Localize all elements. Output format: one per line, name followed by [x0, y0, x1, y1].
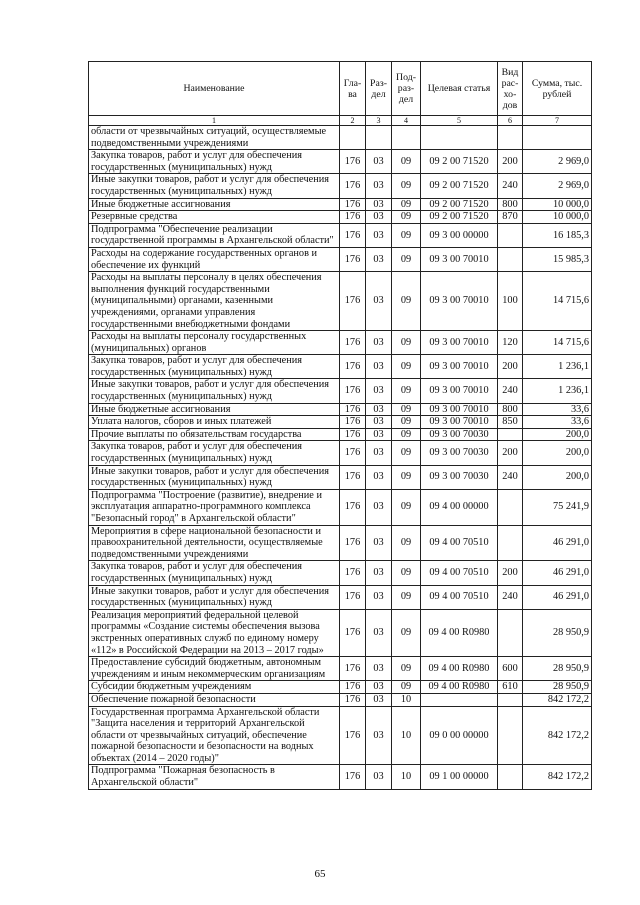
column-number: 2	[340, 116, 366, 126]
cell-vid	[498, 609, 523, 656]
cell-target: 09 3 00 00000	[421, 223, 498, 247]
cell-razdel: 03	[366, 585, 392, 609]
cell-sum: 28 950,9	[523, 609, 592, 656]
cell-podrazdel: 09	[392, 585, 421, 609]
cell-podrazdel: 09	[392, 525, 421, 561]
cell-name: Иные бюджетные ассигнования	[89, 198, 340, 211]
cell-target: 09 3 00 70010	[421, 355, 498, 379]
cell-razdel: 03	[366, 693, 392, 706]
cell-glava	[340, 126, 366, 150]
cell-vid	[498, 693, 523, 706]
table-row	[89, 585, 592, 609]
cell-razdel: 03	[366, 272, 392, 331]
table-row	[89, 126, 592, 150]
cell-target	[421, 126, 498, 150]
cell-razdel: 03	[366, 247, 392, 271]
cell-sum: 2 969,0	[523, 150, 592, 174]
cell-target: 09 4 00 70510	[421, 585, 498, 609]
cell-name: Иные закупки товаров, работ и услуг для обеспечения государственных (муниципальных) нужд	[89, 465, 340, 489]
cell-vid	[498, 765, 523, 789]
header-podrazdel: Под-раз-дел	[392, 62, 421, 116]
cell-vid: 240	[498, 585, 523, 609]
cell-vid	[498, 706, 523, 765]
table-row	[89, 428, 592, 441]
cell-vid: 120	[498, 331, 523, 355]
cell-glava: 176	[340, 223, 366, 247]
cell-glava: 176	[340, 403, 366, 416]
cell-name: Реализация мероприятий федеральной целевой программы «Создание системы обеспечения вызова экстренных оперативных служб по единому номеру «112» в Российской Федерации на 2013 – 2017 годы»	[89, 609, 340, 656]
cell-sum: 14 715,6	[523, 272, 592, 331]
header-sum: Сумма, тыс. рублей	[523, 62, 592, 116]
cell-razdel: 03	[366, 331, 392, 355]
cell-podrazdel: 09	[392, 174, 421, 198]
cell-razdel: 03	[366, 525, 392, 561]
cell-vid: 800	[498, 403, 523, 416]
cell-name: Прочие выплаты по обязательствам государства	[89, 428, 340, 441]
cell-glava: 176	[340, 693, 366, 706]
table-row	[89, 441, 592, 465]
cell-sum: 842 172,2	[523, 706, 592, 765]
cell-name: Обеспечение пожарной безопасности	[89, 693, 340, 706]
cell-target: 09 3 00 70010	[421, 272, 498, 331]
cell-sum: 2 969,0	[523, 174, 592, 198]
header-row	[89, 62, 592, 116]
cell-target: 09 3 00 70030	[421, 465, 498, 489]
cell-glava: 176	[340, 585, 366, 609]
cell-vid: 240	[498, 465, 523, 489]
cell-sum: 46 291,0	[523, 525, 592, 561]
cell-glava: 176	[340, 489, 366, 525]
cell-glava: 176	[340, 174, 366, 198]
table-row	[89, 681, 592, 694]
cell-target: 09 4 00 R0980	[421, 609, 498, 656]
cell-name: Расходы на выплаты персоналу государственных (муниципальных) органов	[89, 331, 340, 355]
cell-name: Резервные средства	[89, 211, 340, 224]
cell-name: Государственная программа Архангельской области "Защита населения и территорий Архангельской области от чрезвычайных ситуаций, обеспечение пожарной безопасности и безопасности на водных объектах (2014 – 2020 годы)"	[89, 706, 340, 765]
cell-target: 09 2 00 71520	[421, 198, 498, 211]
cell-sum: 1 236,1	[523, 379, 592, 403]
cell-name: Уплата налогов, сборов и иных платежей	[89, 416, 340, 429]
cell-podrazdel: 09	[392, 150, 421, 174]
cell-razdel: 03	[366, 355, 392, 379]
cell-vid: 850	[498, 416, 523, 429]
table-row	[89, 331, 592, 355]
cell-vid: 100	[498, 272, 523, 331]
table-row	[89, 706, 592, 765]
cell-glava: 176	[340, 416, 366, 429]
column-number-row	[89, 116, 592, 126]
column-number: 5	[421, 116, 498, 126]
cell-target: 09 4 00 70510	[421, 561, 498, 585]
cell-glava: 176	[340, 150, 366, 174]
cell-vid	[498, 428, 523, 441]
cell-name: Подпрограмма "Построение (развитие), внедрение и эксплуатация аппаратно-программного комплекса "Безопасный город" в Архангельской области"	[89, 489, 340, 525]
cell-sum: 10 000,0	[523, 198, 592, 211]
cell-sum: 200,0	[523, 465, 592, 489]
cell-glava: 176	[340, 247, 366, 271]
cell-razdel: 03	[366, 223, 392, 247]
page-number: 65	[314, 868, 326, 880]
cell-glava: 176	[340, 331, 366, 355]
cell-name: Иные закупки товаров, работ и услуг для обеспечения государственных (муниципальных) нужд	[89, 379, 340, 403]
cell-sum: 842 172,2	[523, 693, 592, 706]
cell-target: 09 4 00 00000	[421, 489, 498, 525]
cell-podrazdel: 10	[392, 706, 421, 765]
table-row	[89, 211, 592, 224]
cell-sum: 28 950,9	[523, 657, 592, 681]
cell-glava: 176	[340, 609, 366, 656]
cell-target: 09 2 00 71520	[421, 150, 498, 174]
cell-target: 09 3 00 70030	[421, 441, 498, 465]
cell-podrazdel: 09	[392, 331, 421, 355]
table-row	[89, 765, 592, 789]
column-number: 3	[366, 116, 392, 126]
cell-target: 09 3 00 70010	[421, 331, 498, 355]
cell-razdel: 03	[366, 403, 392, 416]
cell-podrazdel: 09	[392, 428, 421, 441]
cell-glava: 176	[340, 465, 366, 489]
header-razdel: Раз-дел	[366, 62, 392, 116]
cell-target: 09 3 00 70010	[421, 403, 498, 416]
table-row	[89, 379, 592, 403]
budget-table	[88, 61, 592, 790]
cell-podrazdel: 09	[392, 657, 421, 681]
cell-podrazdel: 09	[392, 379, 421, 403]
cell-razdel: 03	[366, 211, 392, 224]
cell-podrazdel: 09	[392, 198, 421, 211]
cell-razdel: 03	[366, 609, 392, 656]
cell-razdel: 03	[366, 198, 392, 211]
cell-podrazdel: 09	[392, 223, 421, 247]
cell-target: 09 3 00 70010	[421, 416, 498, 429]
cell-name: Иные бюджетные ассигнования	[89, 403, 340, 416]
cell-sum: 46 291,0	[523, 585, 592, 609]
cell-podrazdel: 09	[392, 465, 421, 489]
column-number: 4	[392, 116, 421, 126]
cell-target: 09 3 00 70010	[421, 379, 498, 403]
cell-name: Закупка товаров, работ и услуг для обеспечения государственных (муниципальных) нужд	[89, 441, 340, 465]
cell-target: 09 3 00 70030	[421, 428, 498, 441]
cell-podrazdel: 09	[392, 681, 421, 694]
cell-name: Закупка товаров, работ и услуг для обеспечения государственных (муниципальных) нужд	[89, 150, 340, 174]
cell-name: Иные закупки товаров, работ и услуг для обеспечения государственных (муниципальных) нужд	[89, 174, 340, 198]
cell-razdel: 03	[366, 441, 392, 465]
cell-name: Подпрограмма "Обеспечение реализации государственной программы в Архангельской области"	[89, 223, 340, 247]
cell-target: 09 2 00 71520	[421, 211, 498, 224]
cell-sum: 10 000,0	[523, 211, 592, 224]
cell-sum: 1 236,1	[523, 355, 592, 379]
cell-name: Закупка товаров, работ и услуг для обеспечения государственных (муниципальных) нужд	[89, 355, 340, 379]
table-row	[89, 272, 592, 331]
cell-glava: 176	[340, 765, 366, 789]
cell-podrazdel: 09	[392, 211, 421, 224]
table-row	[89, 174, 592, 198]
cell-glava: 176	[340, 198, 366, 211]
cell-razdel: 03	[366, 657, 392, 681]
header-name: Наименование	[89, 62, 340, 116]
cell-vid: 800	[498, 198, 523, 211]
cell-razdel: 03	[366, 489, 392, 525]
cell-razdel: 03	[366, 681, 392, 694]
cell-podrazdel: 09	[392, 561, 421, 585]
cell-sum: 75 241,9	[523, 489, 592, 525]
cell-podrazdel: 10	[392, 765, 421, 789]
cell-razdel: 03	[366, 765, 392, 789]
cell-razdel: 03	[366, 174, 392, 198]
cell-vid: 200	[498, 561, 523, 585]
cell-razdel: 03	[366, 561, 392, 585]
column-number: 1	[89, 116, 340, 126]
cell-glava: 176	[340, 211, 366, 224]
table-body	[89, 126, 592, 790]
cell-vid: 240	[498, 174, 523, 198]
cell-vid: 200	[498, 150, 523, 174]
cell-name: Иные закупки товаров, работ и услуг для обеспечения государственных (муниципальных) нужд	[89, 585, 340, 609]
cell-razdel: 03	[366, 416, 392, 429]
cell-sum: 46 291,0	[523, 561, 592, 585]
cell-podrazdel	[392, 126, 421, 150]
header-vid: Вид рас-хо-дов	[498, 62, 523, 116]
cell-glava: 176	[340, 379, 366, 403]
cell-vid: 870	[498, 211, 523, 224]
cell-sum: 200,0	[523, 441, 592, 465]
cell-vid: 240	[498, 379, 523, 403]
cell-podrazdel: 09	[392, 441, 421, 465]
cell-target: 09 4 00 R0980	[421, 657, 498, 681]
cell-name: Закупка товаров, работ и услуг для обеспечения государственных (муниципальных) нужд	[89, 561, 340, 585]
cell-target: 09 4 00 70510	[421, 525, 498, 561]
cell-glava: 176	[340, 525, 366, 561]
table-row	[89, 465, 592, 489]
cell-name: Расходы на содержание государственных органов и обеспечение их функций	[89, 247, 340, 271]
table-row	[89, 525, 592, 561]
cell-podrazdel: 09	[392, 355, 421, 379]
cell-sum: 33,6	[523, 403, 592, 416]
table-row	[89, 223, 592, 247]
cell-target: 09 1 00 00000	[421, 765, 498, 789]
cell-sum: 33,6	[523, 416, 592, 429]
cell-podrazdel: 09	[392, 272, 421, 331]
cell-sum: 200,0	[523, 428, 592, 441]
cell-vid: 610	[498, 681, 523, 694]
cell-name: Подпрограмма "Пожарная безопасность в Архангельской области"	[89, 765, 340, 789]
cell-glava: 176	[340, 355, 366, 379]
cell-vid: 200	[498, 355, 523, 379]
table-row	[89, 609, 592, 656]
column-number: 7	[523, 116, 592, 126]
cell-sum: 15 985,3	[523, 247, 592, 271]
table-row	[89, 561, 592, 585]
table-row	[89, 403, 592, 416]
cell-glava: 176	[340, 428, 366, 441]
cell-name: Мероприятия в сфере национальной безопасности и правоохранительной деятельности, осуществляемые подведомственными учреждениями	[89, 525, 340, 561]
cell-podrazdel: 09	[392, 489, 421, 525]
cell-glava: 176	[340, 657, 366, 681]
cell-razdel: 03	[366, 379, 392, 403]
cell-sum: 16 185,3	[523, 223, 592, 247]
cell-vid	[498, 126, 523, 150]
cell-sum: 14 715,6	[523, 331, 592, 355]
cell-target: 09 4 00 R0980	[421, 681, 498, 694]
cell-glava: 176	[340, 561, 366, 585]
cell-razdel: 03	[366, 706, 392, 765]
cell-target: 09 2 00 71520	[421, 174, 498, 198]
cell-podrazdel: 10	[392, 693, 421, 706]
cell-name: Предоставление субсидий бюджетным, автономным учреждениям и иным некоммерческим организациям	[89, 657, 340, 681]
cell-vid: 600	[498, 657, 523, 681]
cell-glava: 176	[340, 272, 366, 331]
cell-podrazdel: 09	[392, 403, 421, 416]
cell-vid	[498, 223, 523, 247]
table-row	[89, 657, 592, 681]
header-target: Целевая статья	[421, 62, 498, 116]
cell-glava: 176	[340, 706, 366, 765]
table-row	[89, 693, 592, 706]
cell-sum: 842 172,2	[523, 765, 592, 789]
cell-name: Субсидии бюджетным учреждениям	[89, 681, 340, 694]
cell-target: 09 0 00 00000	[421, 706, 498, 765]
cell-podrazdel: 09	[392, 416, 421, 429]
header-glava: Гла-ва	[340, 62, 366, 116]
cell-vid	[498, 525, 523, 561]
cell-podrazdel: 09	[392, 247, 421, 271]
cell-name: области от чрезвычайных ситуаций, осуществляемые подведомственными учреждениями	[89, 126, 340, 150]
cell-vid: 200	[498, 441, 523, 465]
cell-glava: 176	[340, 681, 366, 694]
cell-sum	[523, 126, 592, 150]
cell-target	[421, 693, 498, 706]
cell-razdel	[366, 126, 392, 150]
cell-glava: 176	[340, 441, 366, 465]
cell-razdel: 03	[366, 428, 392, 441]
table-row	[89, 355, 592, 379]
table-row	[89, 416, 592, 429]
table-row	[89, 489, 592, 525]
table-row	[89, 198, 592, 211]
cell-target: 09 3 00 70010	[421, 247, 498, 271]
column-number: 6	[498, 116, 523, 126]
table-row	[89, 150, 592, 174]
cell-name: Расходы на выплаты персоналу в целях обеспечения выполнения функций государственными (муниципальными) органами, казенными учреждениями, органами управления государственными внебюджетными фондами	[89, 272, 340, 331]
cell-vid	[498, 489, 523, 525]
cell-razdel: 03	[366, 150, 392, 174]
cell-vid	[498, 247, 523, 271]
table-row	[89, 247, 592, 271]
cell-podrazdel: 09	[392, 609, 421, 656]
cell-sum: 28 950,9	[523, 681, 592, 694]
cell-razdel: 03	[366, 465, 392, 489]
